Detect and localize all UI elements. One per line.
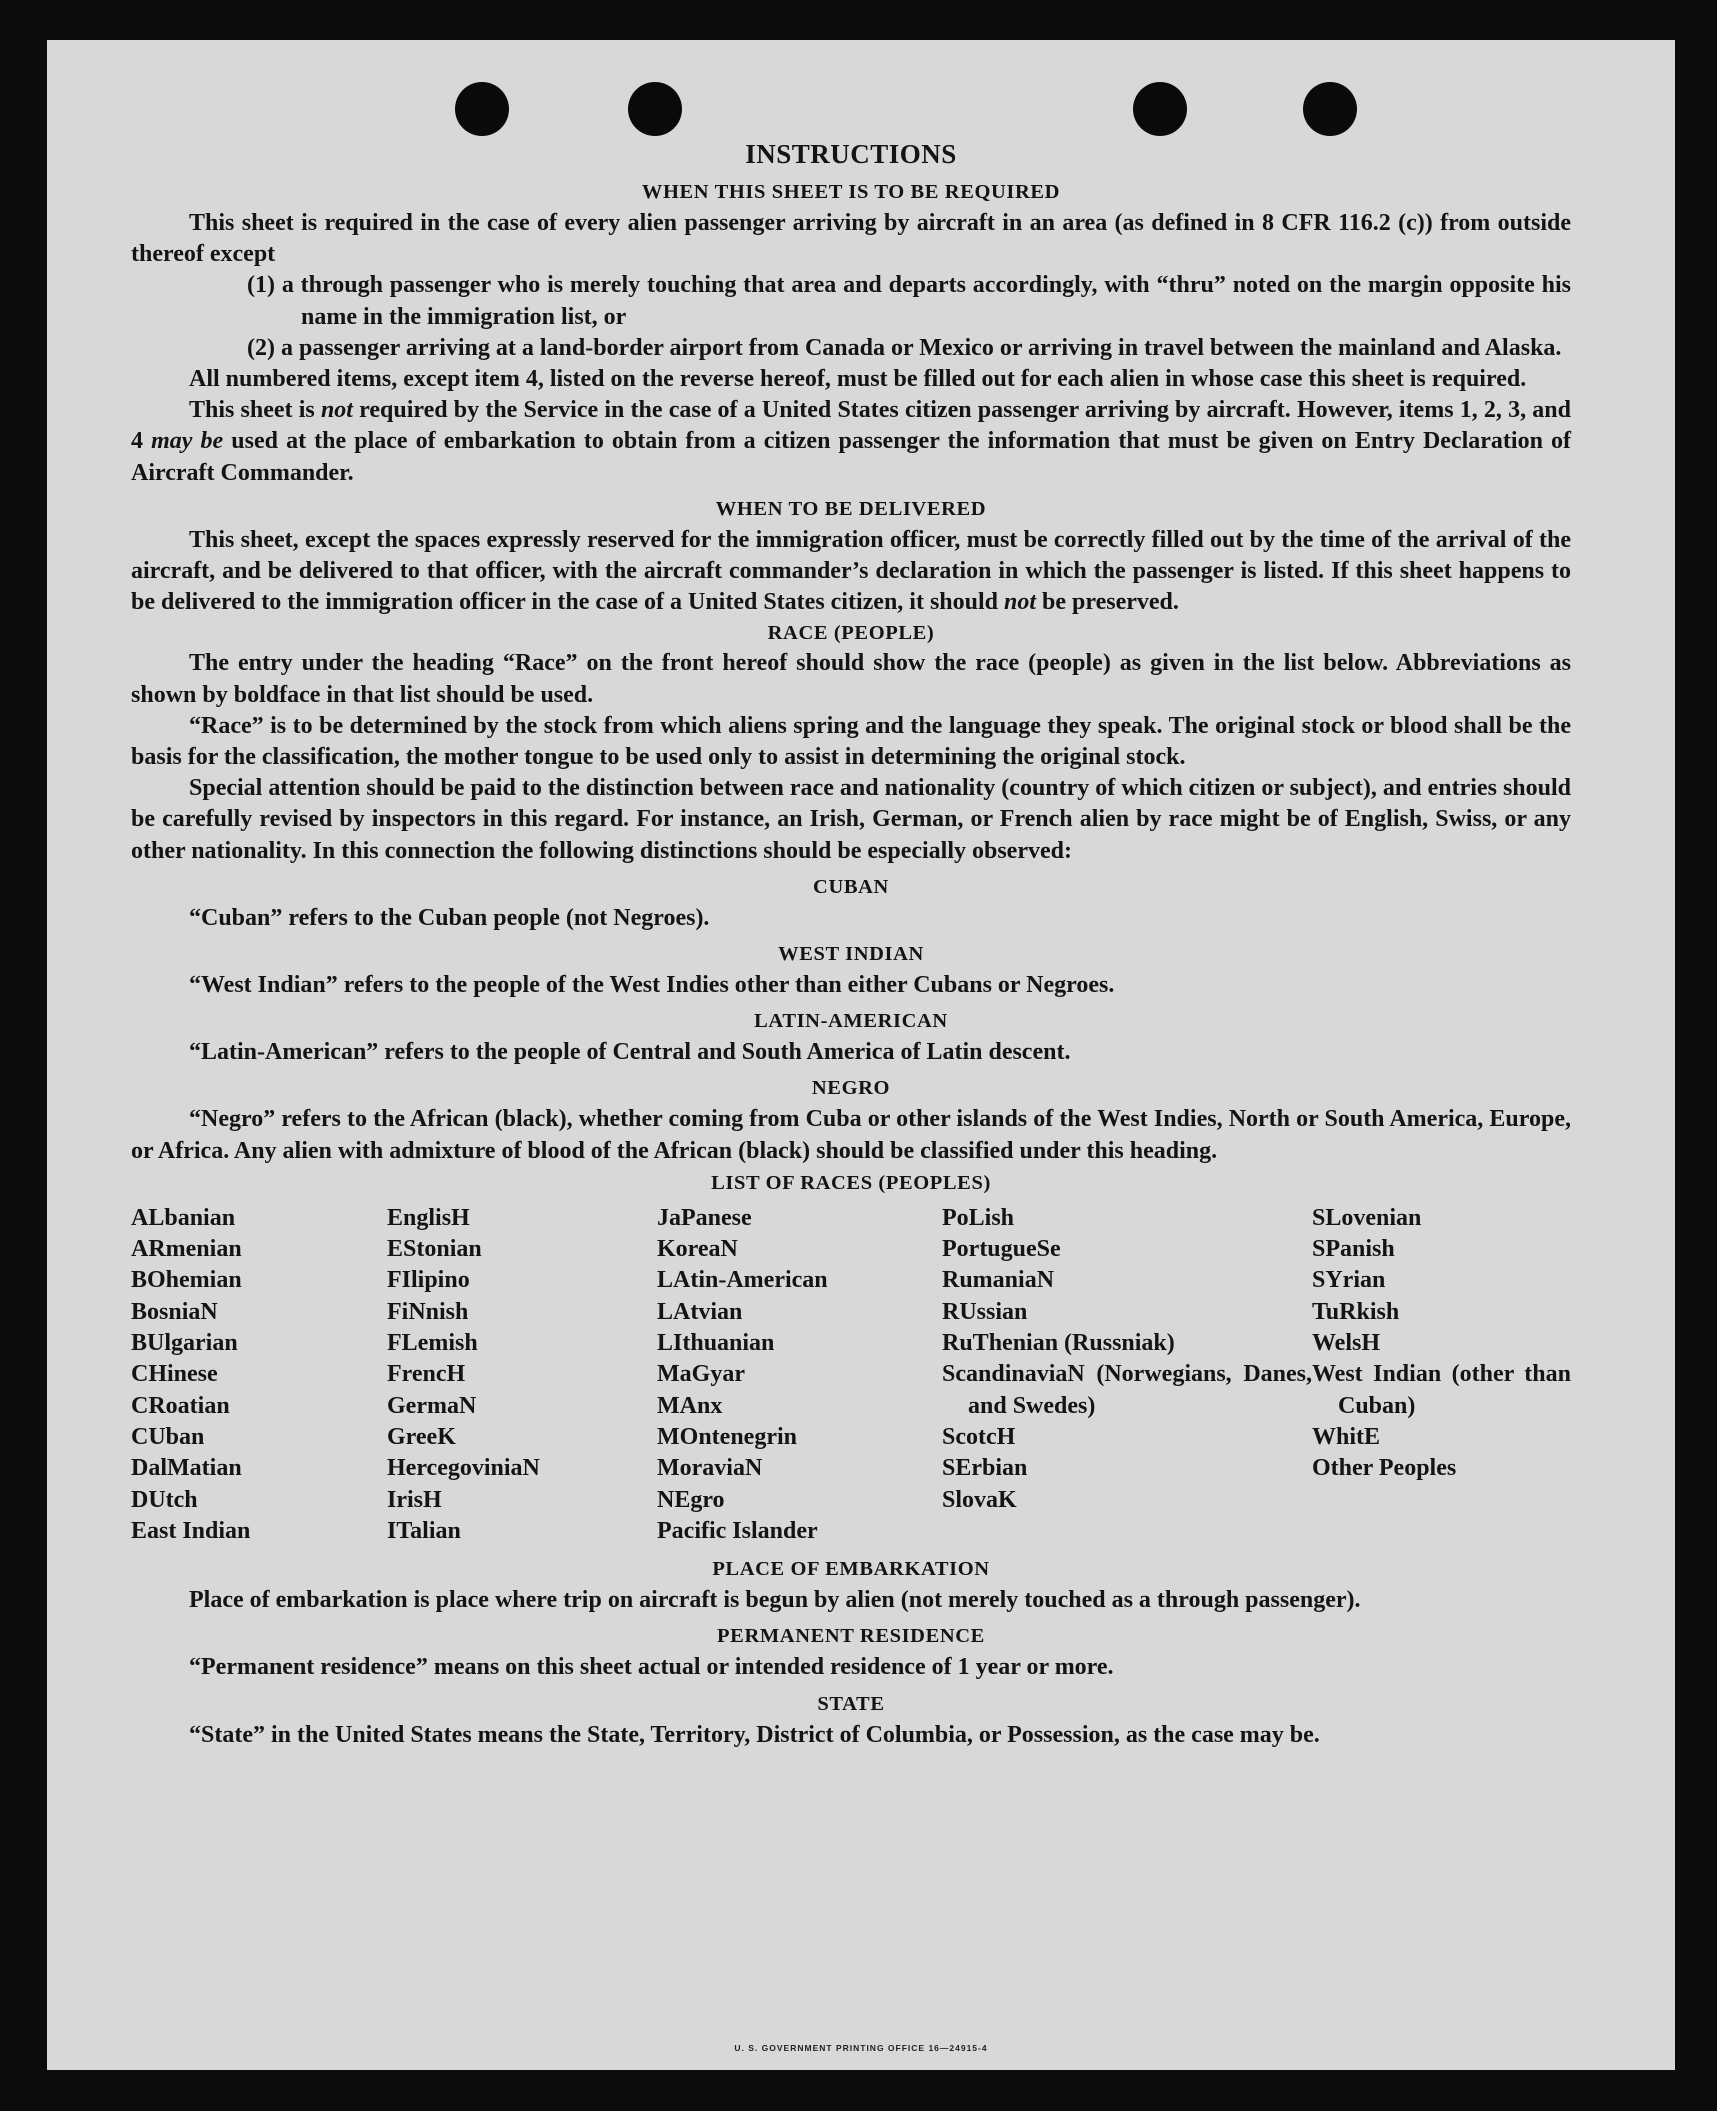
races-list <box>131 1203 1571 1547</box>
race-entry: Pacific Islander <box>657 1517 818 1544</box>
races-column-5 <box>1312 1203 1571 1547</box>
race-entry: SLovenian <box>1312 1204 1422 1231</box>
race-entry: GermaN <box>387 1392 477 1419</box>
latin-american-text: “Latin-American” refers to the people of Central and South America of Latin descent. <box>189 1039 1071 1066</box>
race-entry: RuThenian (Russniak) <box>942 1330 1175 1357</box>
race-entry: WelsH <box>1312 1330 1381 1357</box>
race-entry: FrencH <box>387 1361 466 1388</box>
document-content <box>131 136 1571 1751</box>
punch-hole <box>1303 82 1357 136</box>
race-entry: RUssian <box>942 1298 1028 1325</box>
race-entry: MAnx <box>657 1392 723 1419</box>
race-entry: LAtvian <box>657 1298 743 1325</box>
heading-when-required: WHEN THIS SHEET IS TO BE REQUIRED <box>641 181 1061 203</box>
race-entry: TuRkish <box>1312 1298 1400 1325</box>
race-entry: West Indian (other than Cuban) <box>1312 1361 1571 1419</box>
printing-office-footer: U. S. GOVERNMENT PRINTING OFFICE 16—24915-4 <box>734 2043 988 2053</box>
race-entry: RumaniaN <box>942 1267 1055 1294</box>
race-entry: ITalian <box>387 1517 461 1544</box>
race-entry: MOntenegrin <box>657 1423 797 1450</box>
race-entry: FLemish <box>387 1330 478 1357</box>
race-entry: SErbian <box>942 1455 1028 1482</box>
races-column-4 <box>942 1203 1312 1547</box>
race-entry: East Indian <box>131 1517 251 1544</box>
race-entry: Other Peoples <box>1312 1455 1457 1482</box>
races-column-3 <box>657 1203 942 1547</box>
heading-place-of-embarkation: PLACE OF EMBARKATION <box>712 1558 990 1581</box>
race-entry: KoreaN <box>657 1236 738 1263</box>
heading-when-delivered: WHEN TO BE DELIVERED <box>715 497 987 520</box>
embarkation-text: Place of embarkation is place where trip on aircraft is begun by alien (not merely touched as a through passenger). <box>189 1587 1361 1614</box>
heading-negro: NEGRO <box>811 1077 891 1100</box>
race-entry: EnglisH <box>387 1204 470 1231</box>
heading-race: RACE (PEOPLE) <box>767 622 935 645</box>
race-entry: NEgro <box>657 1486 725 1513</box>
race-entry: CHinese <box>131 1361 218 1388</box>
punch-hole <box>455 82 509 136</box>
race-entry: GreeK <box>387 1423 456 1450</box>
delivered-para: This sheet, except the spaces expressly reserved for the immigration officer, must be correctly filled out by the time of the arrival of the aircraft, and be delivered to that officer, with the aircraft commander’s declaration in which the passenger is listed. If this sheet happens to be delivered to the immigration officer in the case of a United States citizen, it should not be preserved. <box>131 526 1571 616</box>
race-entry: PortugueSe <box>942 1236 1061 1263</box>
race-entry: DUtch <box>131 1486 198 1513</box>
heading-state: STATE <box>817 1692 885 1715</box>
races-column-2 <box>387 1203 657 1547</box>
required-intro: This sheet is required in the case of every alien passenger arriving by aircraft in an area (as defined in 8 CFR 116.2 (c)) from outside thereof except <box>131 210 1571 268</box>
page-title: INSTRUCTIONS <box>745 139 957 169</box>
heading-permanent-residence: PERMANENT RESIDENCE <box>717 1625 985 1648</box>
race-entry: CUban <box>131 1423 205 1450</box>
race-entry: WhitE <box>1312 1423 1381 1450</box>
heading-west-indian: WEST INDIAN <box>778 943 924 966</box>
race-entry: ALbanian <box>131 1204 236 1231</box>
race-entry: MoraviaN <box>657 1455 763 1482</box>
race-para-3: Special attention should be paid to the distinction between race and nationality (country of which citizen or subject), and entries should be carefully revised by inspectors in this regard. For instance, an Irish, German, or French alien by race might be of English, Swiss, or any other nationality. In this connection the following distinctions should be especially observed: <box>131 775 1571 864</box>
document-sheet <box>47 40 1675 2070</box>
race-entry: SlovaK <box>942 1486 1017 1513</box>
race-entry: IrisH <box>387 1486 442 1513</box>
race-entry: MaGyar <box>657 1361 745 1388</box>
race-entry: ScandinaviaN (Norwegians, Danes, and Swedes) <box>942 1361 1312 1419</box>
race-entry: ARmenian <box>131 1236 242 1263</box>
race-entry: LAtin-American <box>657 1267 828 1294</box>
punch-hole <box>1133 82 1187 136</box>
heading-list-of-races: LIST OF RACES (PEOPLES) <box>711 1171 991 1194</box>
race-entry: BosniaN <box>131 1298 218 1325</box>
race-entry: HercegoviniaN <box>387 1455 540 1482</box>
race-entry: BUlgarian <box>131 1330 238 1357</box>
required-para-2: All numbered items, except item 4, listed on the reverse hereof, must be filled out for each alien in whose case this sheet is required. <box>189 366 1527 393</box>
punch-hole <box>628 82 682 136</box>
required-para-3: This sheet is not required by the Service in the case of a United States citizen passenger arriving by aircraft. However, items 1, 2, 3, and 4 may be used at the place of embarkation to obtain from a citizen passenger the information that must be given on Entry Declaration of Aircraft Commander. <box>131 397 1572 486</box>
race-entry: JaPanese <box>657 1204 752 1231</box>
races-column-1 <box>131 1203 387 1547</box>
race-entry: EStonian <box>387 1236 482 1263</box>
negro-text: “Negro” refers to the African (black), whether coming from Cuba or other islands of the West Indies, North or South America, Europe, or Africa. Any alien with admixture of blood of the African (black) should be classified under this heading. <box>131 1106 1571 1164</box>
west-indian-text: “West Indian” refers to the people of the West Indies other than either Cubans or Negroes. <box>189 972 1115 999</box>
race-entry: SPanish <box>1312 1236 1395 1263</box>
heading-cuban: CUBAN <box>813 875 889 898</box>
heading-latin-american: LATIN-AMERICAN <box>754 1010 948 1033</box>
race-entry: PoLish <box>942 1204 1015 1231</box>
race-entry: CRoatian <box>131 1392 230 1419</box>
race-entry: FIlipino <box>387 1267 470 1294</box>
required-item-2: (2) a passenger arriving at a land-border airport from Canada or Mexico or arriving in travel between the mainland and Alaska. <box>247 334 1562 361</box>
state-text: “State” in the United States means the State, Territory, District of Columbia, or Possession, as the case may be. <box>189 1721 1320 1748</box>
cuban-text: “Cuban” refers to the Cuban people (not Negroes). <box>189 904 710 931</box>
race-para-1: The entry under the heading “Race” on the front hereof should show the race (people) as given in the list below. Abbreviations as shown by boldface in that list should be used. <box>131 650 1571 708</box>
required-item-1: (1) a through passenger who is merely touching that area and departs accordingly, with “thru” noted on the margin opposite his name in the immigration list, or <box>247 272 1571 330</box>
race-entry: FiNnish <box>387 1298 469 1325</box>
race-entry: DalMatian <box>131 1455 242 1482</box>
race-entry: ScotcH <box>942 1423 1016 1450</box>
race-entry: SYrian <box>1312 1267 1386 1294</box>
residence-text: “Permanent residence” means on this sheet actual or intended residence of 1 year or more. <box>189 1654 1114 1681</box>
race-entry: BOhemian <box>131 1267 242 1294</box>
race-entry: LIthuanian <box>657 1330 775 1357</box>
race-para-2: “Race” is to be determined by the stock from which aliens spring and the language they speak. The original stock or blood shall be the basis for the classification, the mother tongue to be used only to assist in determining the original stock. <box>131 712 1571 771</box>
